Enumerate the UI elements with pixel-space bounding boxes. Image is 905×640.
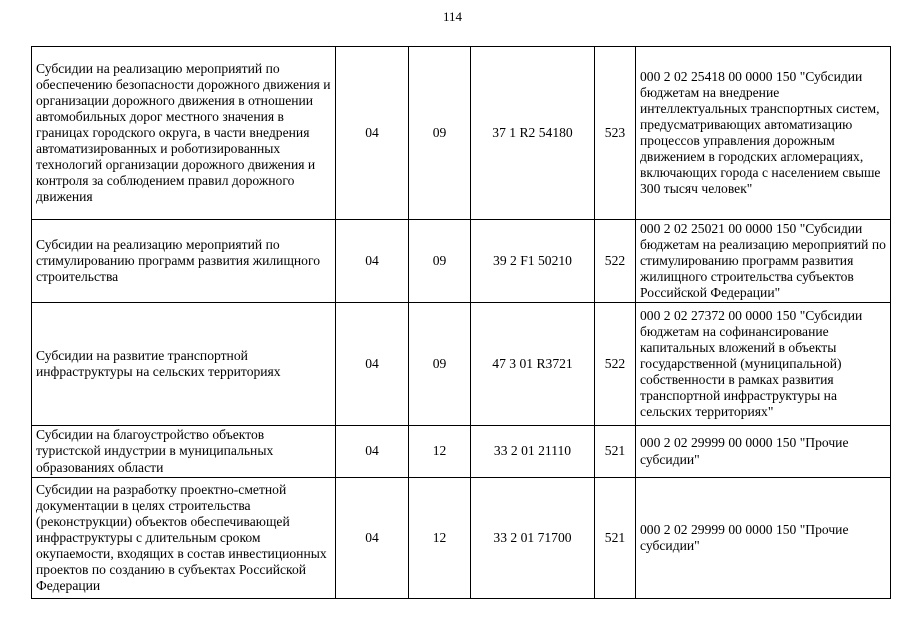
revenue-code: 000 2 02 25021 00 0000 150 "Субсидии бюджетам на реализацию мероприятий по стимулированию программ развития жилищного строительства субъектов Российской Федерации": [636, 220, 891, 303]
subsidy-description: Субсидии на благоустройство объектов туристской индустрии в муниципальных образованиях области: [32, 426, 336, 478]
table-row: [32, 220, 891, 303]
section-code: 04: [336, 47, 409, 220]
revenue-code: 000 2 02 29999 00 0000 150 "Прочие субсидии": [636, 426, 891, 478]
section-code: 04: [336, 426, 409, 478]
section-code: 04: [336, 478, 409, 599]
expense-type-code: 522: [595, 303, 636, 426]
subsidies-table: [31, 46, 891, 599]
revenue-code: 000 2 02 29999 00 0000 150 "Прочие субсидии": [636, 478, 891, 599]
table-row: [32, 426, 891, 478]
table-row: [32, 47, 891, 220]
page-number: 114: [442, 9, 463, 24]
subsection-code: 09: [409, 220, 471, 303]
target-article-code: 47 3 01 R3721: [471, 303, 595, 426]
subsidy-description: Субсидии на реализацию мероприятий по стимулированию программ развития жилищного строительства: [32, 220, 336, 303]
expense-type-code: 523: [595, 47, 636, 220]
target-article-code: 33 2 01 21110: [471, 426, 595, 478]
revenue-code: 000 2 02 25418 00 0000 150 "Субсидии бюджетам на внедрение интеллектуальных транспортных систем, предусматривающих автоматизацию процессов управления дорожным движением в городских агломерациях, включающих города с населением свыше 300 тысяч человек": [636, 47, 891, 220]
subsidy-description: Субсидии на реализацию мероприятий по обеспечению безопасности дорожного движения и организации дорожного движения в отношении автомобильных дорог местного значения в границах городского округа, в части внедрения автоматизированных и роботизированных технологий организации дорожного движения и контроля за соблюдением правил дорожного движения: [32, 47, 336, 220]
table-row: [32, 303, 891, 426]
section-code: 04: [336, 303, 409, 426]
section-code: 04: [336, 220, 409, 303]
subsection-code: 12: [409, 426, 471, 478]
subsidy-description: Субсидии на разработку проектно-сметной документации в целях строительства (реконструкции) объектов обеспечивающей инфраструктуры с длительным сроком окупаемости, входящих в состав инвестиционных проектов по созданию в субъектах Российской Федерации: [32, 478, 336, 599]
target-article-code: 37 1 R2 54180: [471, 47, 595, 220]
expense-type-code: 522: [595, 220, 636, 303]
expense-type-code: 521: [595, 478, 636, 599]
table-row: [32, 478, 891, 599]
target-article-code: 39 2 F1 50210: [471, 220, 595, 303]
expense-type-code: 521: [595, 426, 636, 478]
revenue-code: 000 2 02 27372 00 0000 150 "Субсидии бюджетам на софинансирование капитальных вложений в объекты государственной (муниципальной) собственности в рамках развития транспортной инфраструктуры на сельских территориях": [636, 303, 891, 426]
subsection-code: 09: [409, 47, 471, 220]
target-article-code: 33 2 01 71700: [471, 478, 595, 599]
subsection-code: 12: [409, 478, 471, 599]
subsidy-description: Субсидии на развитие транспортной инфраструктуры на сельских территориях: [32, 303, 336, 426]
subsection-code: 09: [409, 303, 471, 426]
